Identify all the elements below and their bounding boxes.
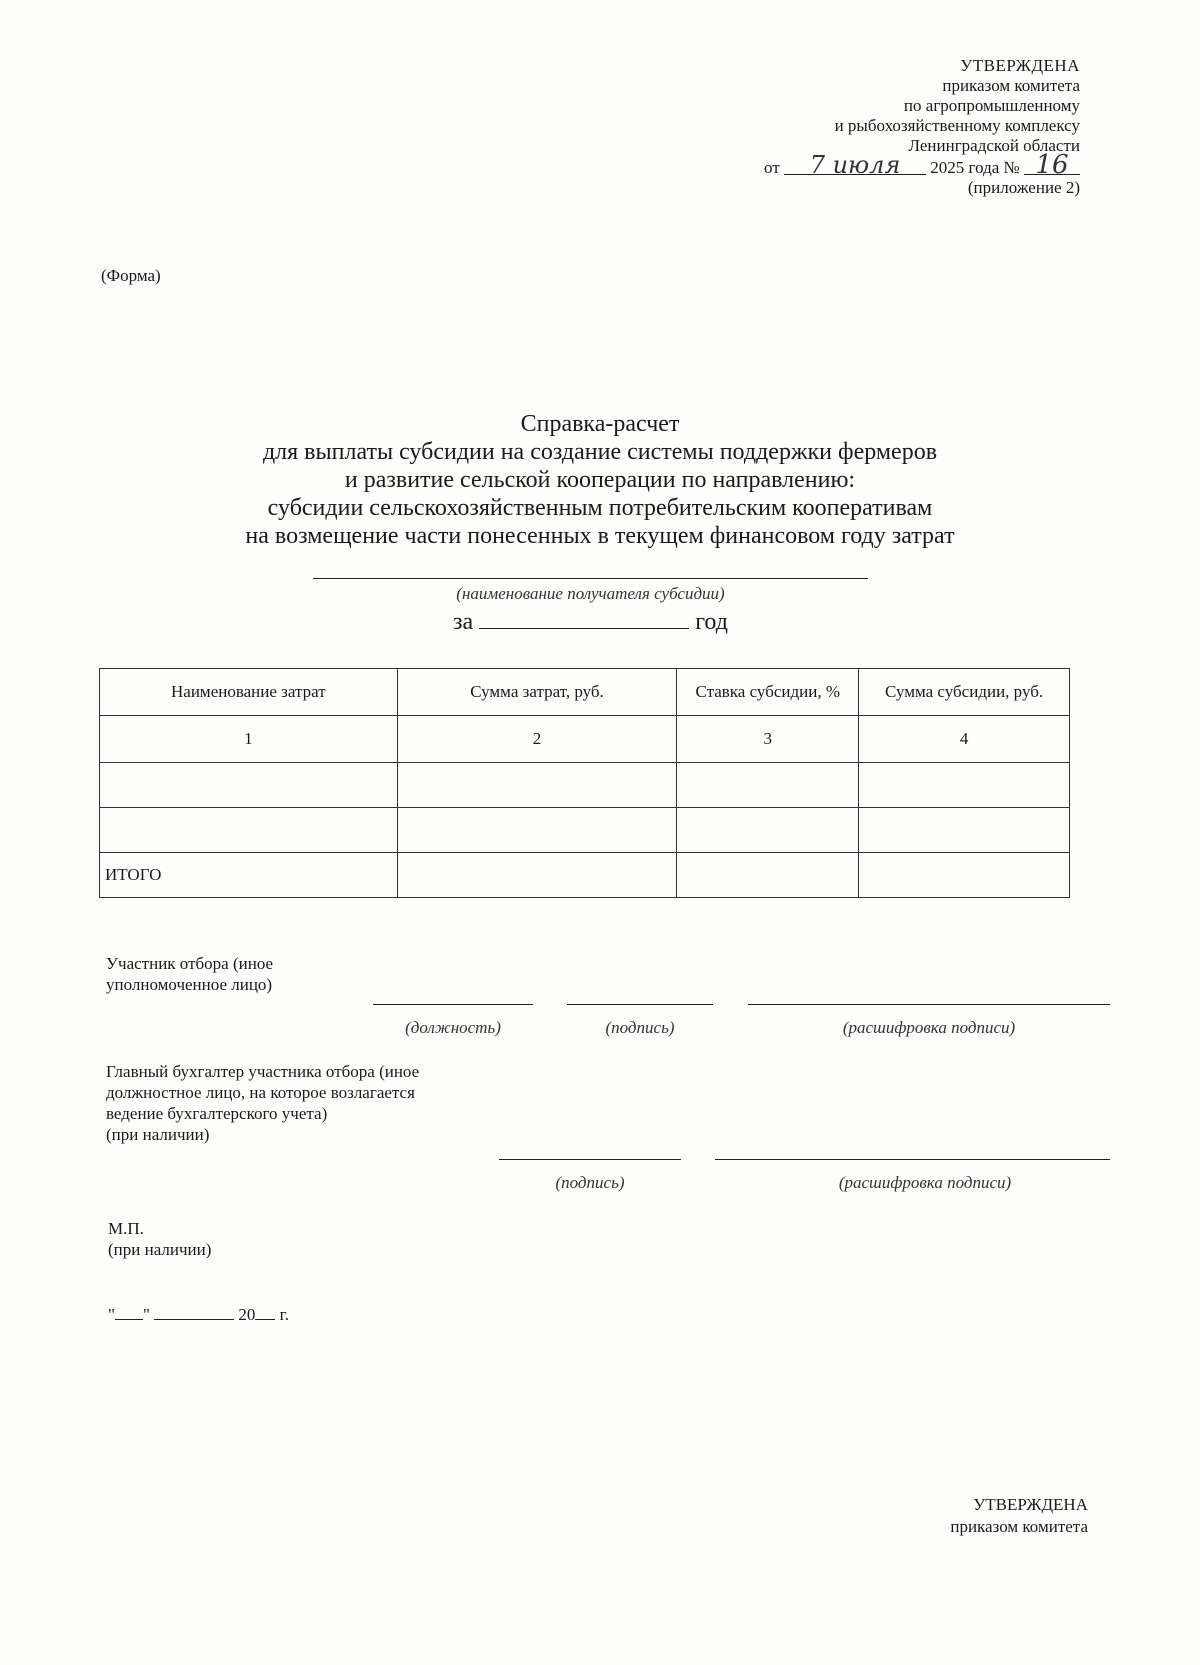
year-prefix: 20 [238, 1305, 256, 1324]
accountant-decoding-line [715, 1159, 1110, 1160]
column-number: 3 [677, 716, 859, 763]
approval-year: 2025 года № [930, 158, 1020, 177]
table-cell [677, 853, 859, 898]
calculation-table [99, 668, 1070, 898]
table-cell [397, 853, 677, 898]
table-row [100, 763, 1070, 808]
approval-block-2 [688, 1494, 1088, 1538]
table-total-row [100, 853, 1070, 898]
stamp-block [108, 1218, 211, 1260]
table-cell [100, 808, 398, 853]
title-line-3: и развитие сельской кооперации по направлению: [344, 467, 856, 493]
caption-accountant-signature: (подпись) [555, 1173, 625, 1192]
year-blank [255, 1303, 275, 1320]
day-blank [115, 1303, 143, 1320]
year-suffix: г. [279, 1305, 289, 1324]
approval-title: УТВЕРЖДЕНА [960, 56, 1080, 75]
table-cell [859, 808, 1070, 853]
table-row [100, 808, 1070, 853]
handwritten-number: 16 [1024, 156, 1080, 175]
participant-line-2: уполномоченное лицо) [106, 975, 273, 994]
period-line [313, 608, 868, 636]
accountant-signature-line [499, 1159, 681, 1160]
column-number: 4 [859, 716, 1070, 763]
total-label: ИТОГО [100, 853, 398, 898]
table-cell [859, 763, 1070, 808]
accountant-label [106, 1061, 419, 1145]
caption-accountant-decoding: (расшифровка подписи) [838, 1173, 1012, 1192]
position-line [373, 1004, 533, 1005]
approval-from: от [764, 158, 780, 177]
approval2-line-1: приказом комитета [950, 1517, 1088, 1536]
date-line [108, 1303, 289, 1325]
table-cell [100, 763, 398, 808]
table-cell [397, 763, 677, 808]
header-cost-name: Наименование затрат [100, 669, 398, 716]
period-prefix: за [453, 609, 474, 635]
approval-appendix: (приложение 2) [967, 178, 1080, 197]
decoding-line [748, 1004, 1110, 1005]
title-line-4: субсидии сельскохозяйственным потребительским кооперативам [267, 495, 933, 521]
period-suffix: год [695, 609, 728, 635]
title-line-2: для выплаты субсидии на создание системы поддержки фермеров [262, 439, 938, 465]
signature-line [567, 1004, 713, 1005]
stamp-label: М.П. [108, 1219, 144, 1238]
approval-line-3: и рыбохозяйственному комплексу [834, 116, 1080, 135]
date-quote-open: " [108, 1305, 115, 1324]
caption-decoding: (расшифровка подписи) [842, 1018, 1016, 1037]
handwritten-date: 7 июля [784, 156, 926, 175]
recipient-name-line [313, 578, 868, 579]
table-header-row [100, 669, 1070, 716]
accountant-line-3: ведение бухгалтерского учета) [106, 1104, 328, 1123]
approval2-title: УТВЕРЖДЕНА [973, 1495, 1088, 1514]
table-cell [677, 808, 859, 853]
month-blank [154, 1303, 234, 1320]
date-quote-close: " [142, 1305, 150, 1324]
stamp-note: (при наличии) [108, 1240, 212, 1259]
accountant-line-2: должностное лицо, на которое возлагается [106, 1083, 415, 1102]
table-cell [677, 763, 859, 808]
approval-block [560, 56, 1080, 198]
header-subsidy-sum: Сумма субсидии, руб. [859, 669, 1070, 716]
header-subsidy-rate: Ставка субсидии, % [677, 669, 859, 716]
column-number: 2 [397, 716, 677, 763]
table-cell [397, 808, 677, 853]
approval-line-4: Ленинградской области [908, 136, 1080, 155]
accountant-line-4: (при наличии) [106, 1125, 210, 1144]
table-column-numbers [100, 716, 1070, 763]
approval-order-line [560, 150, 1080, 180]
recipient-caption: (наименование получателя субсидии) [456, 584, 725, 603]
column-number: 1 [100, 716, 398, 763]
approval-line-1: приказом комитета [942, 76, 1080, 95]
accountant-line-1: Главный бухгалтер участника отбора (иное [106, 1062, 420, 1081]
approval-line-2: по агропромышленному [903, 96, 1080, 115]
header-cost-sum: Сумма затрат, руб. [397, 669, 677, 716]
title-line-1: Справка-расчет [520, 411, 680, 437]
title-line-5: на возмещение части понесенных в текущем финансовом году затрат [245, 523, 955, 549]
period-blank [479, 608, 689, 629]
caption-position: (должность) [405, 1018, 501, 1037]
participant-label [106, 953, 273, 995]
table-cell [859, 853, 1070, 898]
document-title [150, 410, 1050, 550]
form-label: (Форма) [101, 266, 161, 285]
caption-signature: (подпись) [605, 1018, 675, 1037]
participant-line-1: Участник отбора (иное [106, 954, 274, 973]
